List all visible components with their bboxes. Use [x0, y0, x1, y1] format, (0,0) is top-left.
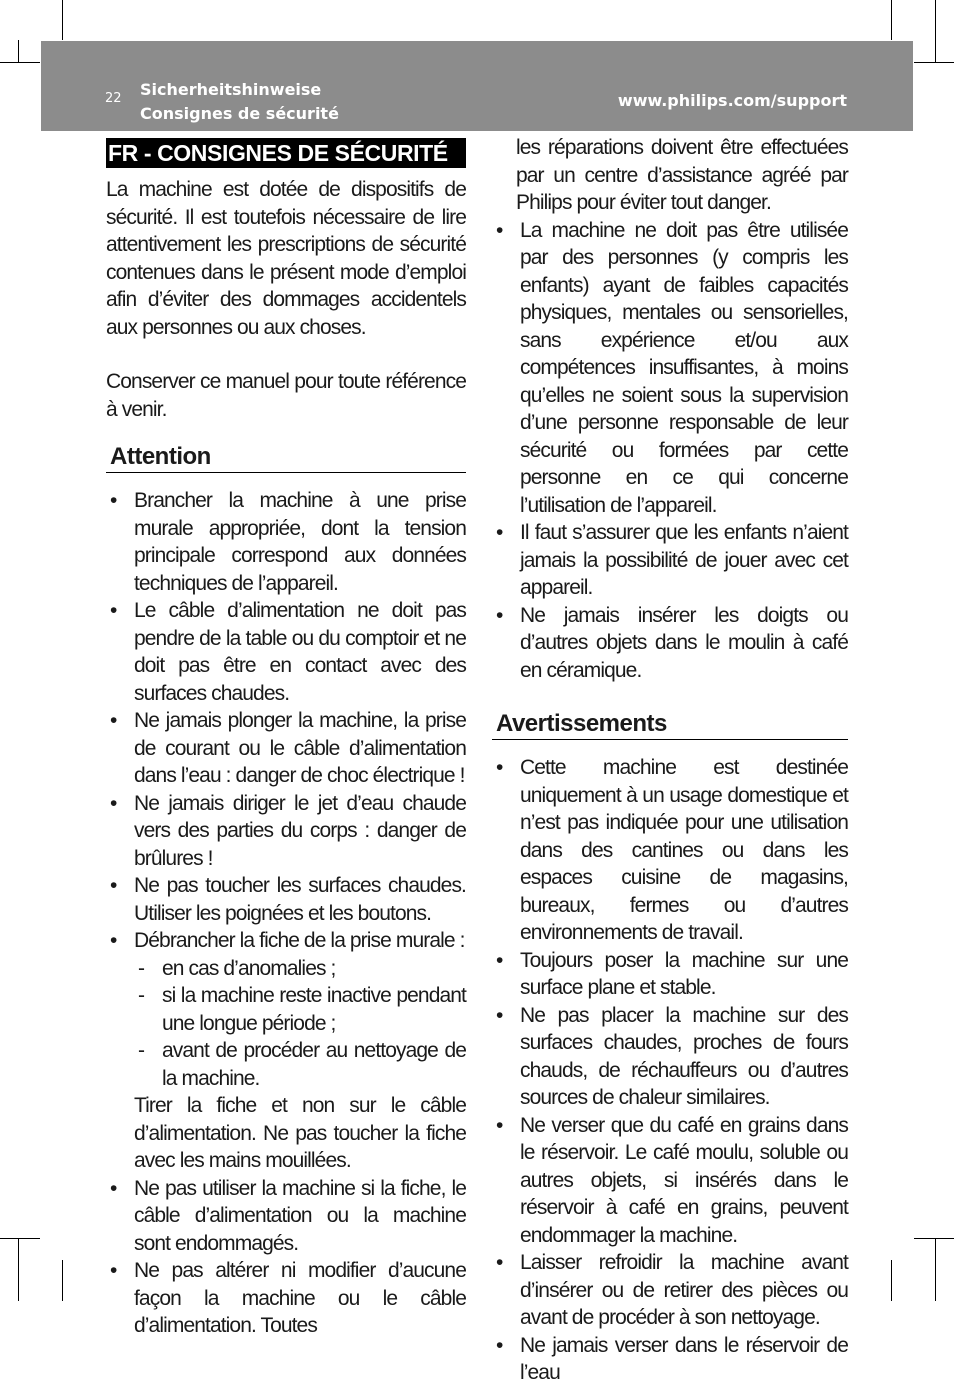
crop-mark: [62, 0, 63, 40]
crop-mark: [935, 1238, 936, 1301]
attention-heading: Attention: [106, 443, 466, 473]
list-item: • Le câble d’alimentation ne doit pas pendre de la table ou du comptoir et ne doit pas être en contact avec des surfaces chaudes.: [106, 597, 466, 707]
list-item: • Ne pas altérer ni modifier d’aucune façon la machine ou le câble d’alimentation. Toutes: [106, 1257, 466, 1340]
crop-mark: [935, 0, 936, 62]
unplug-label: Débrancher la fiche de la prise murale :: [134, 929, 465, 952]
list-item: • Laisser refroidir la machine avant d’insérer ou de retirer des pièces ou avant de procéder à son nettoyage.: [492, 1249, 848, 1332]
list-item: • Ne verser que du café en grains dans le réservoir. Le café moulu, soluble ou autres objets, si insérés dans le réservoir à café en grains, peuvent endommager la machine.: [492, 1112, 848, 1250]
left-column: [106, 138, 466, 1340]
list-item: • Ne pas placer la machine sur des surfaces chaudes, proches de fours chauds, de réchauffeurs ou d’autres sources de chaleur similaires.: [492, 1002, 848, 1112]
crop-mark: [62, 1260, 63, 1301]
list-item: • Toujours poser la machine sur une surface plane et stable.: [492, 947, 848, 1002]
list-item: • Il faut s’assurer que les enfants n’aient jamais la possibilité de jouer avec cet appareil.: [492, 519, 848, 602]
crop-mark: [18, 40, 19, 62]
crop-mark: [891, 1260, 892, 1301]
support-url[interactable]: www.philips.com/support: [617, 91, 847, 110]
list-item: • Ne jamais verser dans le réservoir de l’eau: [492, 1332, 848, 1387]
crop-mark: [0, 1238, 40, 1239]
right-column: [492, 134, 848, 1387]
list-item: • Ne jamais diriger le jet d’eau chaude vers des parties du corps : danger de brûlures !: [106, 790, 466, 873]
continued-text: les réparations doivent être effectuées par un centre d’assistance agréé par Philips pour éviter tout danger.: [516, 136, 848, 214]
page-header: [41, 41, 913, 131]
list-item: • Ne jamais insérer les doigts ou d’autres objets dans le moulin à café en céramique.: [492, 602, 848, 685]
page-number: 22: [105, 91, 122, 106]
attention-list-right: [492, 217, 848, 685]
intro-paragraph: La machine est dotée de dispositifs de sécurité. Il est toutefois nécessaire de lire attentivement les prescriptions de sécurité contenues dans le présent mode d’emploi afin d’éviter des dommages accidentels aux personnes ou aux choses.: [106, 178, 466, 339]
sublist-item: - si la machine reste inactive pendant une longue période ;: [134, 982, 466, 1037]
crop-mark: [0, 62, 40, 63]
crop-mark: [914, 62, 954, 63]
page-title: FR - CONSIGNES DE SÉCURITÉ: [106, 138, 466, 168]
section-title-fr: Consignes de sécurité: [140, 104, 339, 123]
keep-manual-paragraph: Conserver ce manuel pour toute référence à venir.: [106, 370, 466, 421]
warnings-heading: Avertissements: [492, 710, 848, 740]
list-item: • Ne pas toucher les surfaces chaudes. Utiliser les poignées et les boutons.: [106, 872, 466, 927]
sublist-item: - en cas d’anomalies ;: [134, 955, 466, 983]
crop-mark: [914, 1238, 954, 1239]
list-item: • La machine ne doit pas être utilisée par des personnes (y compris les enfants) ayant de faibles capacités physiques, mentales ou sensorielles, sans expérience et/ou aux compétences insuffisantes, à moins qu’elles ne soient sous la supervision d’une personne responsable de leur sécurité ou formées par cette personne en ce qui concerne l’utilisation de l’appareil.: [492, 217, 848, 520]
warnings-list: [492, 754, 848, 1387]
list-item-unplug: [106, 927, 466, 1175]
list-item: • Ne pas utiliser la machine si la fiche, le câble d’alimentation ou la machine sont endommagés.: [106, 1175, 466, 1258]
list-item: • Cette machine est destinée uniquement à un usage domestique et n’est pas indiquée pour une utilisation dans des cantines ou dans les espaces cuisine de magasins, bureaux, fermes ou d’autres environnements de travail.: [492, 754, 848, 947]
unplug-note: Tirer la fiche et non sur le câble d’alimentation. Ne pas toucher la fiche avec les mains mouillées.: [134, 1094, 466, 1172]
crop-mark: [891, 0, 892, 40]
sublist-item: - avant de procéder au nettoyage de la machine.: [134, 1037, 466, 1092]
list-item: • Ne jamais plonger la machine, la prise de courant ou le câble d’alimentation dans l’eau : danger de choc électrique !: [106, 707, 466, 790]
unplug-sublist: [134, 955, 466, 1093]
list-item: • Brancher la machine à une prise murale appropriée, dont la tension principale correspond aux données techniques de l’appareil.: [106, 487, 466, 597]
section-title-de: Sicherheitshinweise: [140, 80, 322, 99]
attention-list-continued: [492, 134, 848, 217]
crop-mark: [18, 1238, 19, 1301]
attention-list: [106, 487, 466, 1340]
